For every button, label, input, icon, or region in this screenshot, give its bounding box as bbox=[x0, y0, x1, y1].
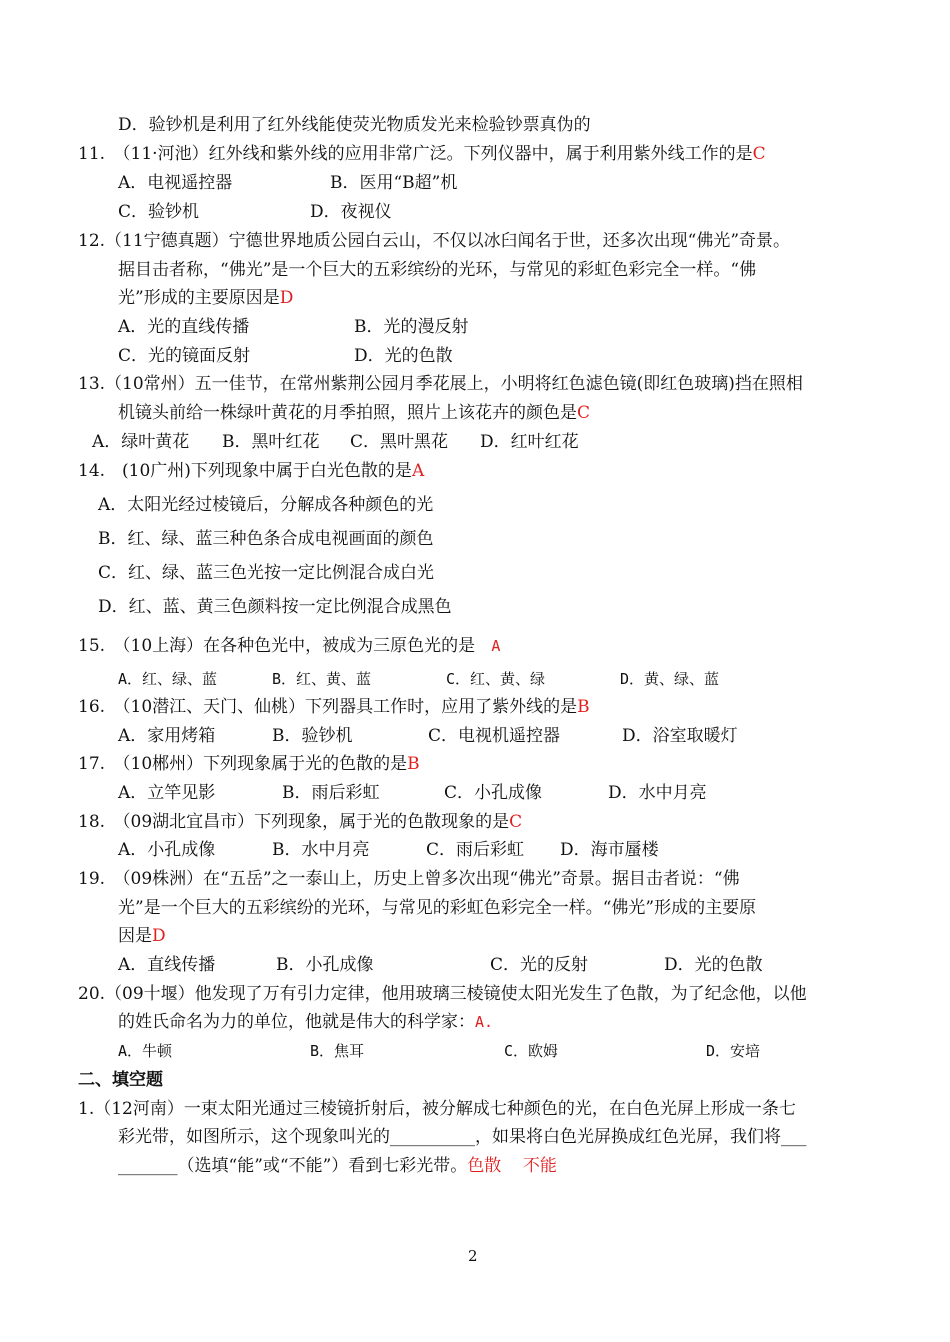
q11-option-c: C．验钞机 bbox=[118, 202, 200, 222]
q20-stem2: 的姓氏命名为力的单位，他就是伟大的科学家： bbox=[118, 1012, 475, 1032]
q13-option-a: A．绿叶黄花 bbox=[92, 432, 190, 452]
q19-stem-line3 bbox=[118, 924, 166, 948]
q12-option-c: C．光的镜面反射 bbox=[118, 346, 251, 366]
page-number: 2 bbox=[468, 1247, 478, 1265]
q20-option-b: B．焦耳 bbox=[310, 1042, 365, 1060]
q16-option-c: C．电视机遥控器 bbox=[428, 726, 561, 746]
q15-stem: 15. （10上海）在各种色光中，被成为三原色光的是 bbox=[78, 636, 476, 656]
q15-option-b: B．红、黄、蓝 bbox=[272, 670, 372, 688]
q15-option-a: A．红、绿、蓝 bbox=[118, 670, 218, 688]
q17-option-b: B．雨后彩虹 bbox=[282, 783, 380, 803]
q17-option-a: A．立竿见影 bbox=[118, 783, 216, 803]
q15-option-c: C．红、黄、绿 bbox=[446, 670, 546, 688]
q19-option-d: D．光的色散 bbox=[664, 955, 763, 975]
q14-option-c: C．红、绿、蓝三色光按一定比例混合成白光 bbox=[98, 563, 435, 583]
q14-stem-line bbox=[78, 459, 424, 483]
q16-option-b: B．验钞机 bbox=[272, 726, 353, 746]
q15-option-d: D．黄、绿、蓝 bbox=[620, 670, 720, 688]
q14-answer: A bbox=[411, 461, 425, 481]
q18-stem-line bbox=[78, 810, 522, 834]
section-heading-fill-in: 二、填空题 bbox=[78, 1070, 163, 1090]
q19-answer: D bbox=[152, 926, 166, 946]
q13-option-c: C．黑叶黑花 bbox=[350, 432, 449, 452]
q12-stem-line3 bbox=[118, 286, 293, 310]
q13-stem-line1: 13.（10常州）五一佳节，在常州紫荆公园月季花展上，小明将红色滤色镜(即红色玻璃)挡在照相 bbox=[78, 374, 803, 394]
fill1-line1: 1.（12河南）一束太阳光通过三棱镜折射后，被分解成七种颜色的光，在白色光屏上形成一条七 bbox=[78, 1099, 796, 1119]
q15-stem-line bbox=[78, 634, 500, 658]
q16-answer: B bbox=[577, 697, 590, 717]
q11-option-d: D．夜视仪 bbox=[310, 202, 392, 222]
q12-stem-line1: 12.（11宁德真题）宁德世界地质公园白云山，不仅以冰臼闻名于世，还多次出现“佛光”奇景。 bbox=[78, 231, 791, 251]
q20-stem-line2 bbox=[118, 1010, 493, 1034]
q19-option-c: C．光的反射 bbox=[490, 955, 589, 975]
q19-option-b: B．小孔成像 bbox=[276, 955, 374, 975]
q17-stem: 17. （10郴州）下列现象属于光的色散的是 bbox=[78, 754, 408, 774]
q13-answer: C bbox=[577, 403, 591, 423]
q11-option-b: B．医用“B超”机 bbox=[330, 173, 458, 193]
q18-option-b: B．水中月亮 bbox=[272, 840, 370, 860]
fill1-line3 bbox=[118, 1154, 557, 1178]
q14-stem: 14. (10广州)下列现象中属于白光色散的是 bbox=[78, 461, 412, 481]
q12-stem-line2: 据目击者称，“佛光”是一个巨大的五彩缤纷的光环，与常见的彩虹色彩完全一样。“佛 bbox=[118, 260, 757, 280]
q16-stem: 16. （10潜江、天门、仙桃）下列器具工作时，应用了紫外线的是 bbox=[78, 697, 578, 717]
q20-option-c: C．欧姆 bbox=[504, 1042, 559, 1060]
q13-option-d: D．红叶红花 bbox=[480, 432, 579, 452]
q11-stem-line bbox=[78, 142, 766, 166]
q10-option-d: D．验钞机是利用了红外线能使荧光物质发光来检验钞票真伪的 bbox=[118, 115, 591, 135]
q11-answer: C bbox=[752, 144, 766, 164]
q18-option-d: D．海市蜃楼 bbox=[560, 840, 659, 860]
q20-stem-line1: 20.（09十堰）他发现了万有引力定律，他用玻璃三棱镜使太阳光发生了色散，为了纪念他，以他 bbox=[78, 984, 807, 1004]
q19-option-a: A．直线传播 bbox=[118, 955, 216, 975]
q17-option-c: C．小孔成像 bbox=[444, 783, 543, 803]
q18-option-a: A．小孔成像 bbox=[118, 840, 216, 860]
fill1-line2: 彩光带，如图所示，这个现象叫光的__________，如果将白色光屏换成红色光屏，我们将___ bbox=[118, 1127, 807, 1147]
q16-stem-line bbox=[78, 695, 590, 719]
q18-option-c: C．雨后彩虹 bbox=[426, 840, 525, 860]
q20-answer: A. bbox=[475, 1013, 494, 1031]
q15-answer: A bbox=[491, 637, 501, 655]
q11-option-a: A．电视遥控器 bbox=[118, 173, 233, 193]
fill1-answer1: 色散 bbox=[467, 1156, 502, 1176]
q16-option-d: D．浴室取暖灯 bbox=[622, 726, 738, 746]
q17-answer: B bbox=[407, 754, 420, 774]
q17-option-d: D．水中月亮 bbox=[608, 783, 707, 803]
q12-answer: D bbox=[279, 288, 294, 308]
q12-stem3: 光”形成的主要原因是 bbox=[118, 288, 280, 308]
q18-answer: C bbox=[509, 812, 523, 832]
q12-option-b: B．光的漫反射 bbox=[354, 317, 469, 337]
q19-stem-line1: 19. （09株洲）在“五岳”之一泰山上，历史上曾多次出现“佛光”奇景。据目击者说：“佛 bbox=[78, 869, 740, 889]
q17-stem-line bbox=[78, 752, 420, 776]
q14-option-d: D．红、蓝、黄三色颜料按一定比例混合成黑色 bbox=[98, 597, 452, 617]
q16-option-a: A．家用烤箱 bbox=[118, 726, 216, 746]
q11-stem: 11. （11·河池）红外线和紫外线的应用非常广泛。下列仪器中，属于利用紫外线工作的是 bbox=[78, 144, 753, 164]
fill1-answer2: 不能 bbox=[522, 1156, 557, 1176]
q12-option-d: D．光的色散 bbox=[354, 346, 453, 366]
q14-option-a: A．太阳光经过棱镜后，分解成各种颜色的光 bbox=[98, 495, 434, 515]
fill1-line3-text: _______（选填“能”或“不能”）看到七彩光带。 bbox=[118, 1156, 468, 1176]
q20-option-a: A．牛顿 bbox=[118, 1042, 173, 1060]
q20-option-d: D．安培 bbox=[706, 1042, 761, 1060]
q19-stem-line2: 光”是一个巨大的五彩缤纷的光环，与常见的彩虹色彩完全一样。“佛光”形成的主要原 bbox=[118, 898, 757, 918]
q13-stem-line2 bbox=[118, 401, 590, 425]
q14-option-b: B．红、绿、蓝三种色条合成电视画面的颜色 bbox=[98, 529, 434, 549]
q18-stem: 18. （09湖北宜昌市）下列现象，属于光的色散现象的是 bbox=[78, 812, 510, 832]
q13-option-b: B．黑叶红花 bbox=[222, 432, 320, 452]
q12-option-a: A．光的直线传播 bbox=[118, 317, 250, 337]
q19-stem3: 因是 bbox=[118, 926, 152, 946]
q13-stem2: 机镜头前给一株绿叶黄花的月季拍照，照片上该花卉的颜色是 bbox=[118, 403, 577, 423]
